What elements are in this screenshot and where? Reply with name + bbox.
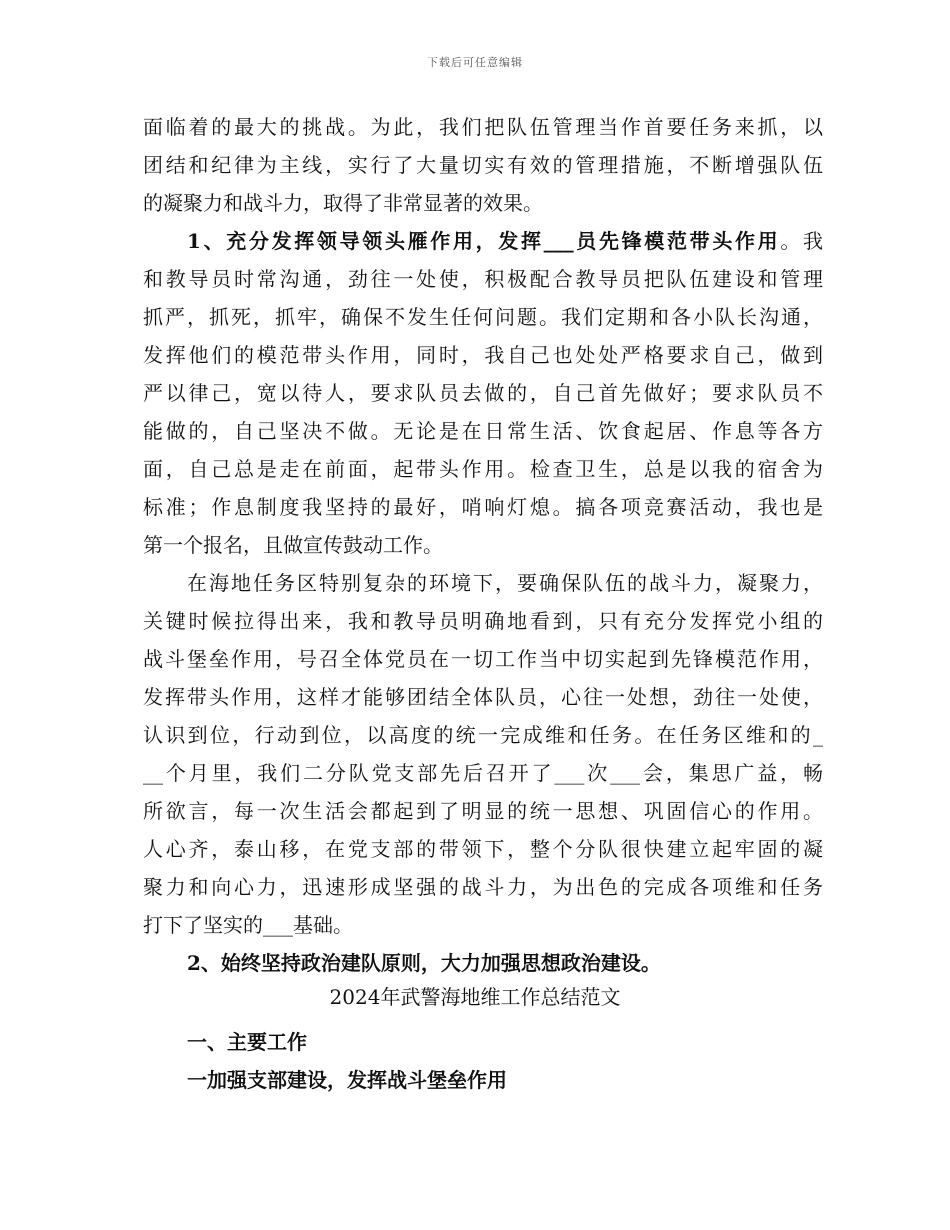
paragraph-line: 打下了坚实的___基础。 bbox=[143, 913, 353, 937]
paragraph-line: 发挥他们的模范带头作用，同时，我自己也处处严格要求自己，做到 bbox=[143, 343, 823, 367]
lead-tail: 。我 bbox=[780, 229, 823, 253]
paragraph-line: 面，自己总是走在前面，起带头作用。检查卫生，总是以我的宿舍为 bbox=[143, 457, 823, 481]
section-heading: 一、主要工作 bbox=[187, 1030, 307, 1054]
paragraph-line: 人心齐，泰山移，在党支部的带领下，整个分队很快建立起牢固的凝 bbox=[143, 837, 823, 861]
paragraph-line: 发挥带头作用，这样才能够团结全体队员，心往一处想，劲往一处使， bbox=[143, 685, 823, 709]
paragraph-line: 严以律己，宽以待人，要求队员去做的，自己首先做好；要求队员不 bbox=[143, 381, 823, 405]
paragraph-line: 所欲言，每一次生活会都起到了明显的统一思想、巩固信心的作用。 bbox=[143, 799, 823, 823]
paragraph-line: 和教导员时常沟通，劲往一处使，积极配合教导员把队伍建设和管理 bbox=[143, 267, 823, 291]
paragraph-line: 聚力和向心力，迅速形成坚强的战斗力，为出色的完成各项维和任务 bbox=[143, 875, 823, 899]
paragraph-line: 抓严，抓死，抓牢，确保不发生任何问题。我们定期和各小队长沟通， bbox=[143, 305, 823, 329]
bold-heading-line: 2、始终坚持政治建队原则，大力加强思想政治建设。 bbox=[187, 951, 661, 975]
paragraph-line: 第一个报名，且做宣传鼓动工作。 bbox=[143, 533, 443, 557]
paragraph-line: 战斗堡垒作用，号召全体党员在一切工作当中切实起到先锋模范作用， bbox=[143, 647, 823, 671]
paragraph-line: 能做的，自己坚决不做。无论是在日常生活、饮食起居、作息等各方 bbox=[143, 419, 823, 443]
bold-lead: 1、充分发挥领导领头雁作用，发挥___员先锋模范带头作用 bbox=[187, 229, 781, 253]
paragraph-line: 标准；作息制度我坚持的最好，哨响灯熄。搞各项竞赛活动，我也是 bbox=[143, 495, 823, 519]
subsection-heading: 一加强支部建设，发挥战斗堡垒作用 bbox=[187, 1068, 507, 1092]
paragraph-lead-line bbox=[143, 222, 823, 260]
paragraph-line: 面临着的最大的挑战。为此，我们把队伍管理当作首要任务来抓，以 bbox=[143, 115, 823, 139]
document-title: 2024年武警海地维工作总结范文 bbox=[329, 985, 621, 1009]
paragraph-line: 在海地任务区特别复杂的环境下，要确保队伍的战斗力，凝聚力， bbox=[187, 571, 823, 595]
paragraph-line: 关键时候拉得出来，我和教导员明确地看到，只有充分发挥党小组的 bbox=[143, 609, 823, 633]
paragraph-line: __个月里，我们二分队党支部先后召开了___次___会，集思广益，畅 bbox=[143, 761, 823, 785]
header-note: 下载后可任意编辑 bbox=[427, 56, 523, 69]
paragraph-line: 认识到位，行动到位，以高度的统一完成维和任务。在任务区维和的_ bbox=[143, 723, 823, 747]
paragraph-line: 的凝聚力和战斗力，取得了非常显著的效果。 bbox=[143, 191, 543, 215]
paragraph-line: 团结和纪律为主线，实行了大量切实有效的管理措施，不断增强队伍 bbox=[143, 153, 823, 177]
document-body bbox=[143, 108, 823, 982]
